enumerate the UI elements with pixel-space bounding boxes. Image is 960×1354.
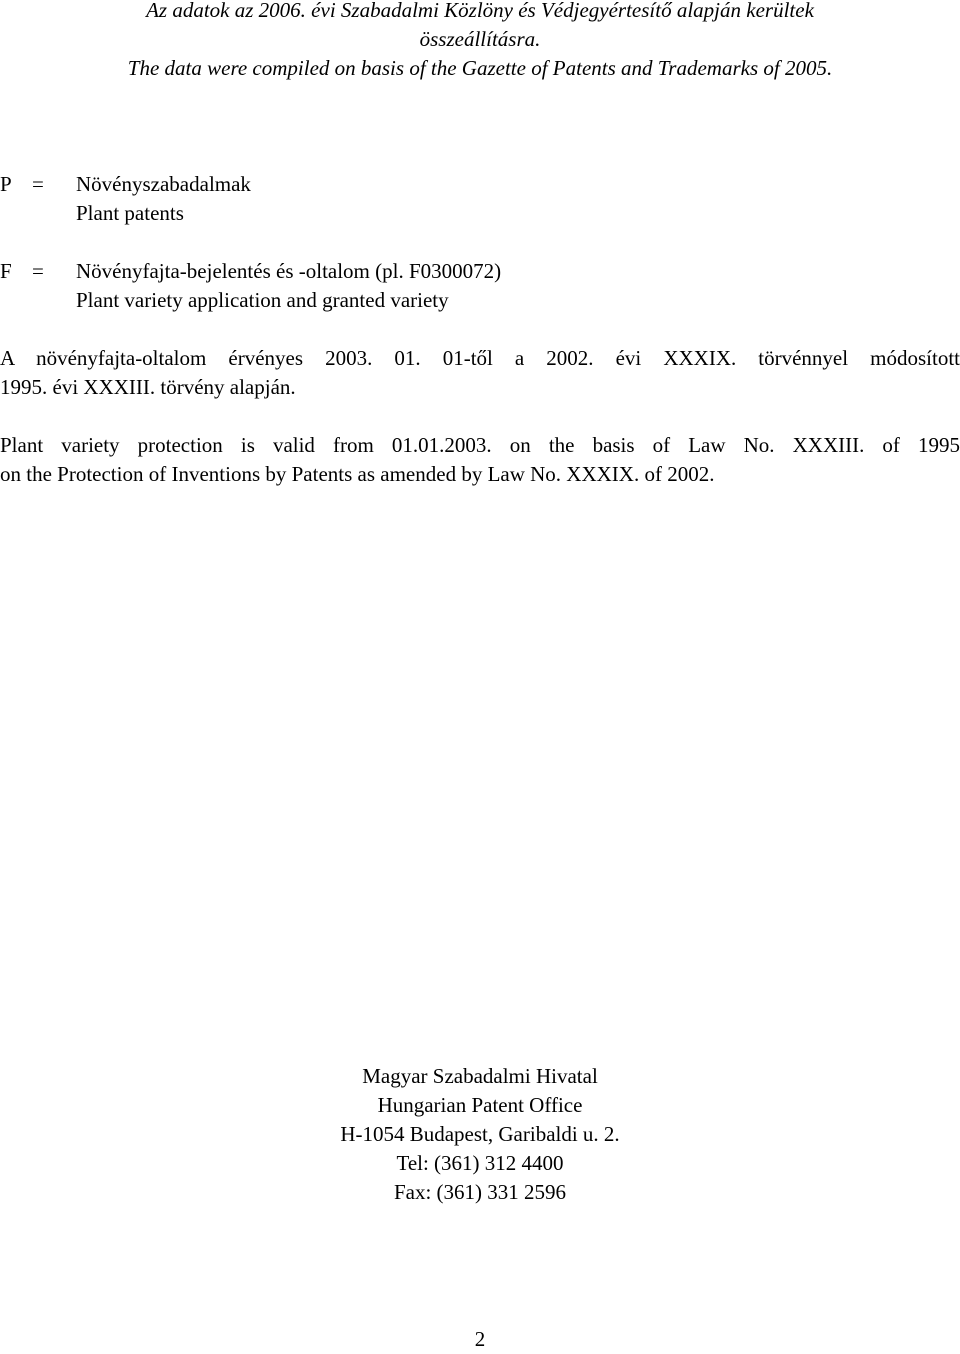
source-note-hu-line-1: Az adatok az 2006. évi Szabadalmi Közlöny és Védjegyértesítő alapján kerültek	[146, 0, 814, 22]
office-street: H-1054 Budapest, Garibaldi u. 2.	[340, 1122, 620, 1146]
definition-en: Plant variety application and granted variety	[76, 288, 449, 312]
office-fax: Fax: (361) 331 2596	[393, 1180, 567, 1204]
definition-symbol: F	[0, 259, 12, 283]
definition-hu: Növényfajta-bejelentés és -oltalom (pl. F0300072)	[76, 259, 502, 283]
source-note-en-line: The data were compiled on basis of the Gazette of Patents and Trademarks of 2005.	[127, 56, 833, 80]
office-tel: Tel: (361) 312 4400	[396, 1151, 564, 1175]
office-address	[0, 1062, 960, 1207]
validity-en-line-2: on the Protection of Inventions by Patents as amended by Law No. XXXIX. of 2002.	[0, 462, 715, 486]
page-number: 2	[474, 1327, 486, 1351]
definition-symbol: P	[0, 172, 12, 196]
office-name-hu: Magyar Szabadalmi Hivatal	[362, 1064, 598, 1088]
validity-paragraph-hu	[0, 344, 960, 402]
validity-paragraph-en	[0, 431, 960, 489]
definition-text	[76, 170, 251, 228]
validity-en-line-1: Plant variety protection is valid from 01.01.2003. on the basis of Law No. XXXIII. of 1995	[0, 433, 960, 457]
validity-hu-line-1: A növényfajta-oltalom érvényes 2003. 01. 01-től a 2002. évi XXXIX. törvénnyel módosított	[0, 346, 960, 370]
definition-hu: Növényszabadalmak	[76, 172, 251, 196]
definition-text	[76, 257, 501, 315]
source-note-hu-line-2: összeállításra.	[419, 27, 541, 51]
definition-equals: =	[32, 259, 44, 283]
source-note	[0, 0, 960, 83]
validity-hu-line-2: 1995. évi XXXIII. törvény alapján.	[0, 375, 296, 399]
definition-equals: =	[32, 172, 44, 196]
definition-en: Plant patents	[76, 201, 184, 225]
office-name-en: Hungarian Patent Office	[377, 1093, 583, 1117]
